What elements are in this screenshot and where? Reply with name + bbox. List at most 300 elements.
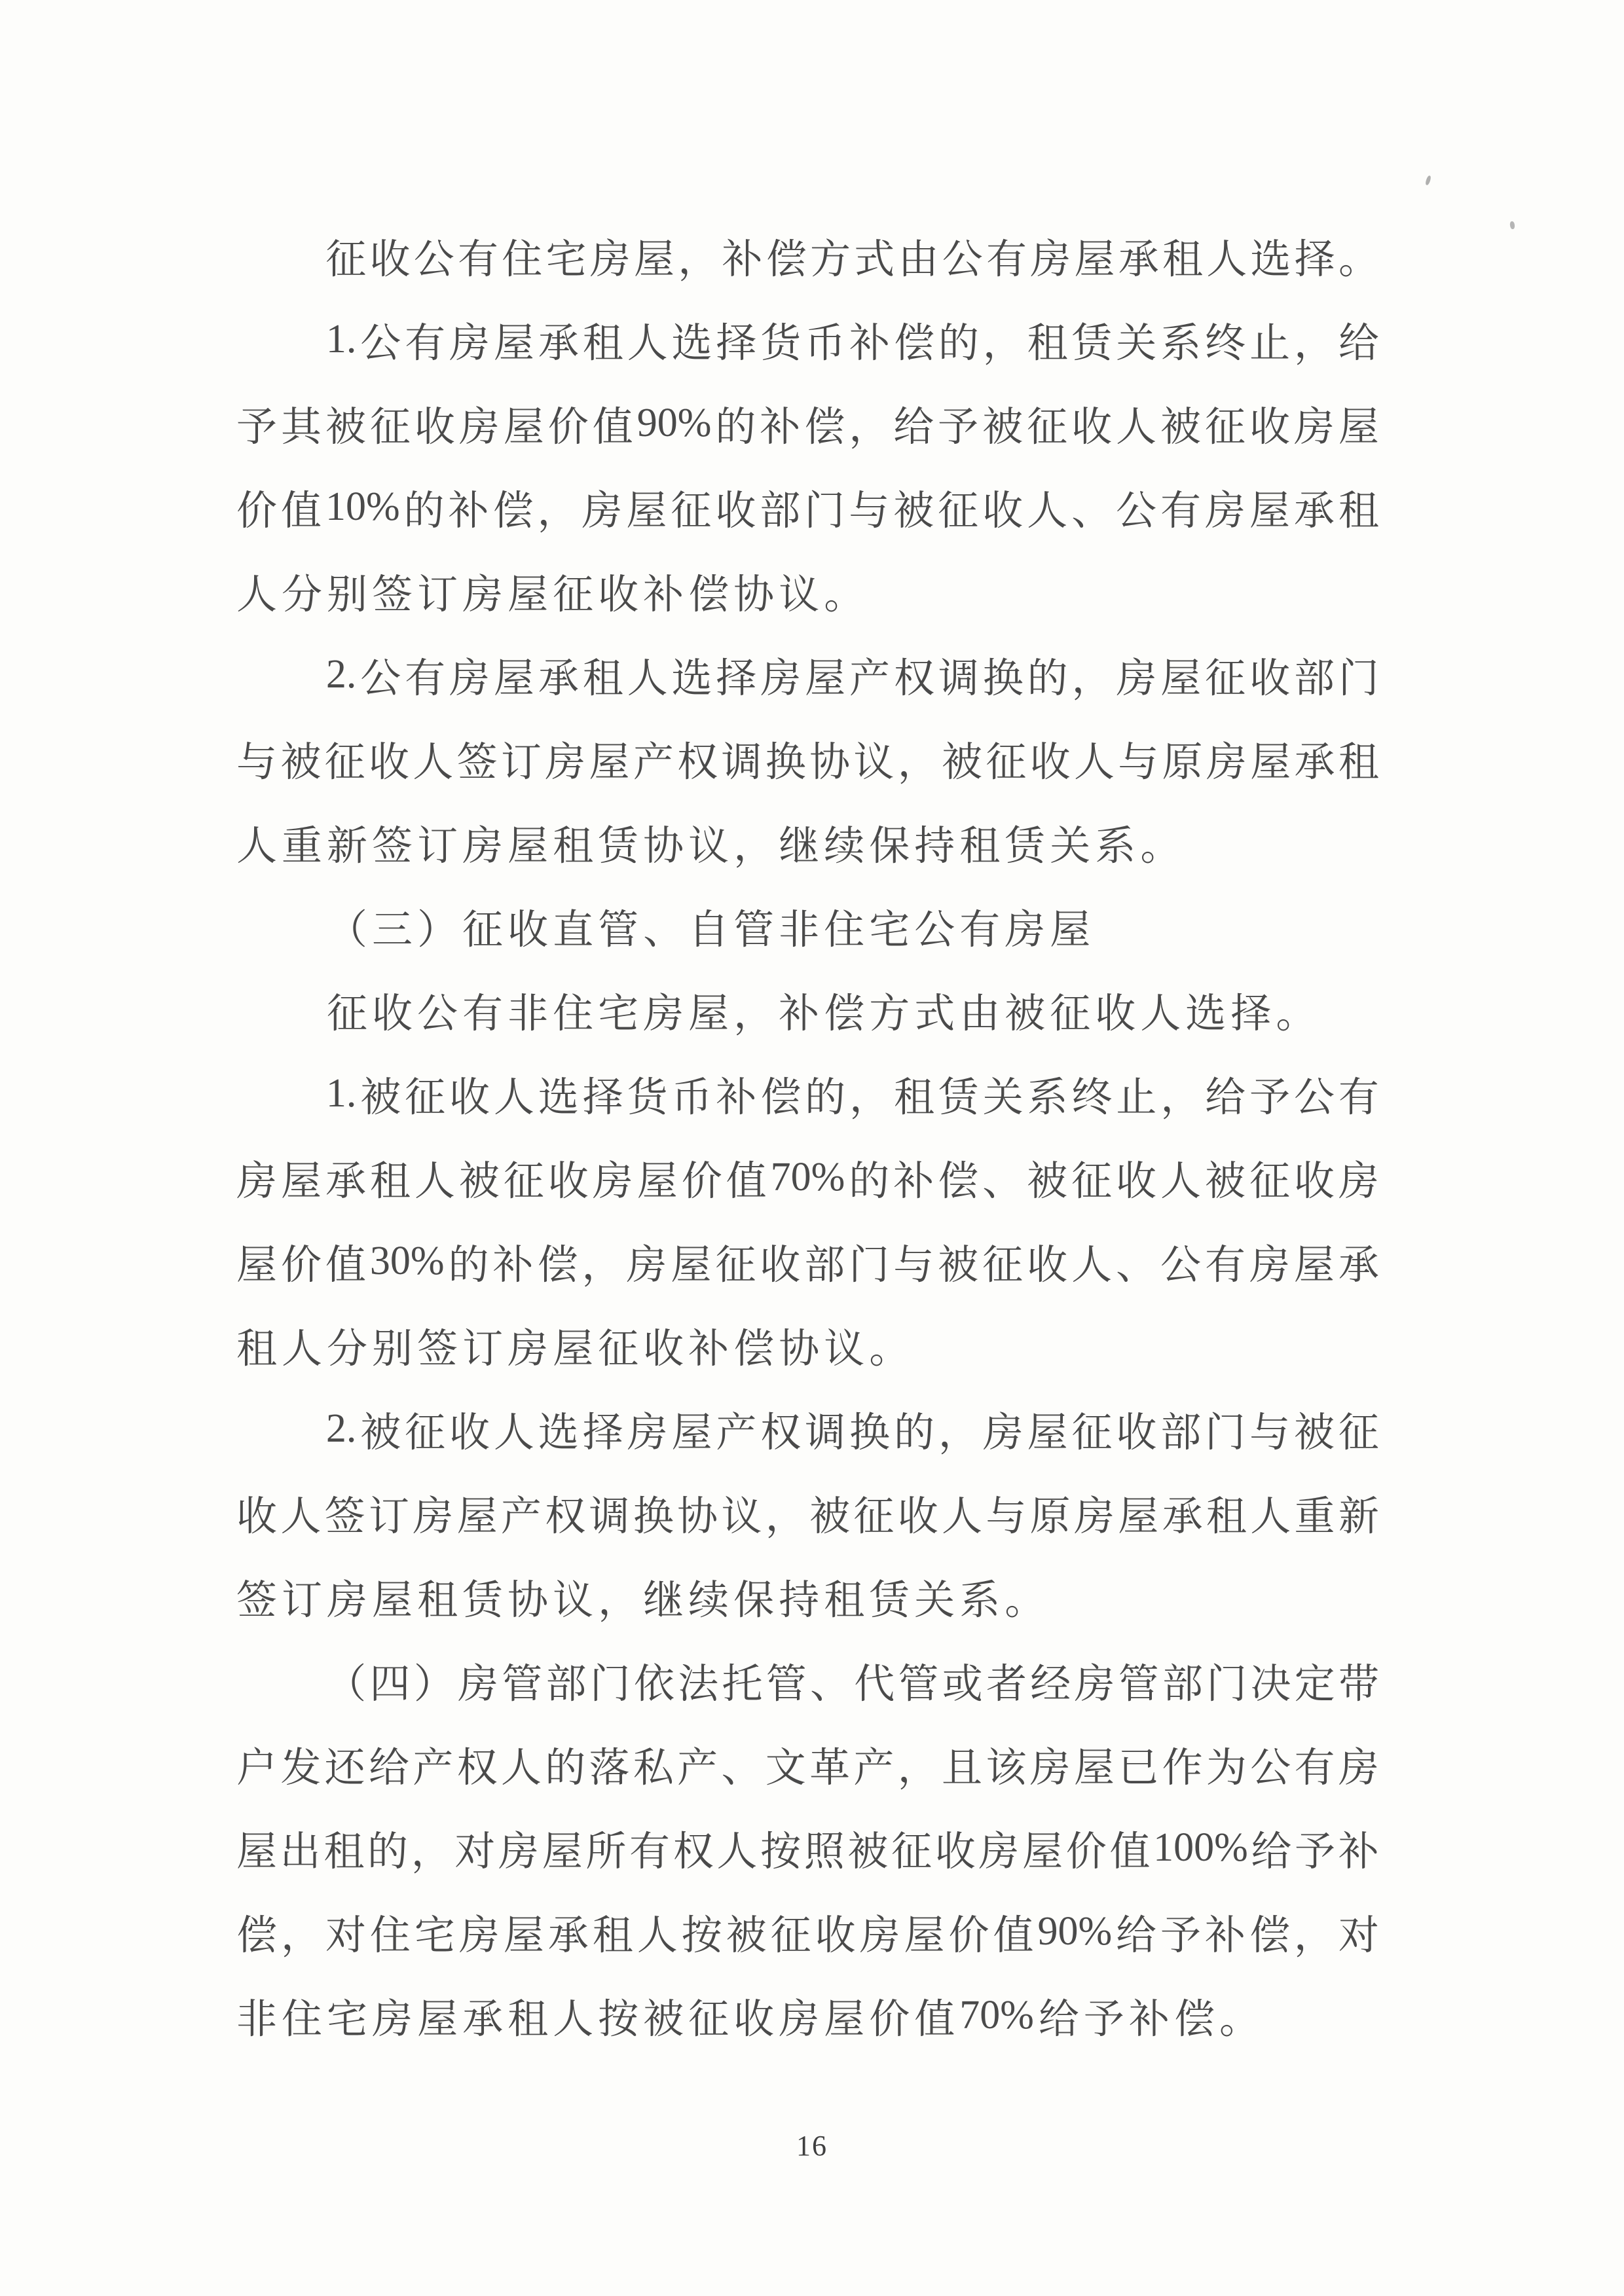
glyph: 房 [462,824,504,869]
glyph: 租 [1338,488,1379,534]
glyph: 人 [627,321,668,366]
glyph: 房 [1293,405,1335,450]
glyph: 产 [716,1410,757,1455]
glyph: 的 [893,1410,934,1455]
glyph: 1. [325,316,357,361]
glyph: 有 [1204,1243,1246,1288]
glyph: 房 [1029,1745,1071,1791]
glyph: 公 [914,907,955,953]
glyph: 议 [553,1578,594,1623]
glyph: 对 [325,1913,366,1958]
glyph: 由 [959,991,1001,1036]
glyph: 关 [1050,824,1091,869]
glyph: 补 [716,1075,757,1120]
glyph: 收 [372,991,413,1036]
glyph: 予 [1295,1829,1336,1874]
glyph: 部 [760,488,801,534]
glyph: 选 [538,1075,579,1120]
text-line [236,1135,1379,1219]
glyph: 与 [236,740,278,785]
glyph: 房 [457,1662,498,1707]
glyph: 终 [1071,1075,1113,1120]
glyph: 止 [1249,321,1291,366]
glyph: 房 [589,237,631,282]
glyph: 收 [1116,1410,1157,1455]
glyph: 的 [715,405,756,450]
document-body [236,213,1379,2057]
glyph: 征 [1338,1410,1379,1455]
glyph: 部 [1293,656,1335,701]
glyph: 征 [369,405,411,450]
glyph: 人 [1071,1243,1113,1288]
glyph: 给 [1205,1075,1246,1120]
glyph: 房 [626,1243,667,1288]
glyph: 房 [458,405,500,450]
glyph: 有 [457,237,498,282]
glyph: 给 [1116,1913,1157,1958]
glyph: 、 [982,1159,1024,1204]
glyph: 租 [553,824,594,869]
glyph: 征 [405,1075,446,1120]
glyph: 被 [982,405,1024,450]
glyph: ， [733,991,775,1036]
glyph: 协 [507,1578,549,1623]
glyph: 屋 [236,1243,278,1288]
glyph: 征 [715,1243,756,1288]
glyph: 屋 [589,740,630,785]
glyph: 被 [847,1829,889,1874]
glyph: 协 [733,572,775,617]
glyph: 、 [809,1662,851,1707]
glyph: 值 [592,405,633,450]
glyph: 协 [643,824,684,869]
glyph: 房 [1116,656,1157,701]
glyph: 人 [627,656,668,701]
glyph: 承 [1162,1494,1203,1539]
glyph: 币 [671,1075,712,1120]
glyph: 房 [1249,1243,1290,1288]
glyph: 门 [1205,1410,1246,1455]
glyph: 别 [372,1326,413,1372]
glyph: 房 [507,1326,549,1372]
glyph: 补 [1128,1997,1170,2042]
glyph: 偿 [1249,1913,1290,1958]
glyph: 分 [282,572,323,617]
glyph: 签 [236,1578,278,1623]
glyph: 签 [456,740,498,785]
glyph: 新 [1338,1494,1379,1539]
glyph: 。 [1276,991,1317,1036]
glyph: 该 [986,1745,1027,1791]
glyph: 选 [1185,991,1227,1036]
glyph: 征 [1204,405,1246,450]
glyph: 屋 [904,1913,945,1958]
glyph: 人 [1073,740,1115,785]
glyph: 值 [993,1913,1034,1958]
glyph: 屋 [1250,740,1291,785]
glyph: 值 [914,1997,955,2042]
glyph: 管 [598,907,639,953]
glyph: 屋 [542,1829,583,1874]
glyph: 按 [760,1829,802,1874]
glyph: 方 [809,237,851,282]
glyph: 出 [280,1829,321,1874]
glyph: 房 [978,1829,1020,1874]
glyph: 有 [959,907,1001,953]
glyph: 租 [582,321,623,366]
glyph: 收 [369,237,411,282]
glyph: 被 [360,1410,401,1455]
glyph: 偿 [804,405,845,450]
glyph: 予 [938,405,979,450]
glyph: 代 [854,1662,895,1707]
glyph: 对 [1338,1913,1379,1958]
glyph: 门 [1338,656,1379,701]
glyph: 补 [688,1326,729,1372]
glyph: 宅 [414,1913,455,1958]
glyph: 征 [1071,1410,1113,1455]
glyph: 收 [815,1913,856,1958]
glyph: 与 [849,488,890,534]
glyph: 有 [1338,1075,1379,1120]
glyph: 按 [598,1997,639,2042]
glyph: 管 [1118,1662,1159,1707]
glyph: 作 [1162,1745,1203,1791]
glyph: 方 [869,991,910,1036]
glyph: 。 [869,1326,910,1372]
glyph: 对 [454,1829,496,1874]
glyph: 收 [897,1494,938,1539]
glyph: ， [1293,321,1335,366]
glyph: 议 [824,1326,865,1372]
glyph: 部 [1162,1662,1203,1707]
glyph: ， [733,824,775,869]
glyph: ， [411,1829,452,1874]
glyph: 继 [643,1578,684,1623]
glyph: 关 [914,1578,955,1623]
glyph: 。 [824,572,865,617]
glyph: 收 [449,1410,490,1455]
glyph: 价 [869,1997,910,2042]
glyph: 补 [760,405,801,450]
glyph: 产 [413,1745,454,1791]
glyph: 持 [779,1578,820,1623]
glyph: ， [897,740,938,785]
glyph: 承 [1294,740,1335,785]
glyph: 收 [598,572,639,617]
glyph: 产 [633,740,674,785]
glyph: 决 [1250,1662,1291,1707]
glyph: 屋 [507,572,549,617]
glyph: 屋 [507,824,549,869]
glyph: 租 [507,1997,549,2042]
glyph: 房 [1074,1662,1115,1707]
text-line [236,213,1379,297]
glyph: 门 [589,1662,631,1707]
glyph: 屋 [236,1829,278,1874]
glyph: 房 [458,1913,500,1958]
glyph: 别 [327,572,368,617]
glyph: 偿 [688,572,729,617]
glyph: 调 [589,1494,630,1539]
glyph: 征 [1027,405,1068,450]
glyph: 四 [369,1662,411,1707]
glyph: 非 [236,1997,278,2042]
glyph: 房 [449,656,490,701]
glyph: 收 [1249,656,1291,701]
glyph: 被 [1293,1410,1335,1455]
glyph: ， [598,1578,639,1623]
glyph: ， [1071,656,1113,701]
glyph: 租 [1027,321,1068,366]
glyph: 住 [502,237,543,282]
glyph: 屋 [1249,488,1290,534]
glyph: 人 [942,1494,983,1539]
glyph: 被 [325,405,366,450]
glyph: 公 [360,656,401,701]
glyph: 偿 [537,1243,578,1288]
glyph: 偿 [492,488,534,534]
glyph: ， [849,405,890,450]
glyph: 部 [545,1662,587,1707]
glyph: 的 [938,321,979,366]
glyph: 房 [982,1410,1024,1455]
glyph: 宅 [327,1997,368,2042]
glyph: 租 [323,1829,365,1874]
glyph: 人 [1250,1494,1291,1539]
glyph: 屋 [1074,237,1115,282]
glyph: 屋 [1293,1243,1335,1288]
glyph: 管 [733,907,775,953]
glyph: 人 [1116,405,1157,450]
glyph: 户 [236,1745,278,1791]
glyph: 人 [493,1075,534,1120]
glyph: 收 [507,907,549,953]
glyph: 签 [324,1494,365,1539]
glyph: 法 [678,1662,719,1707]
glyph: 征 [553,572,594,617]
glyph: 房 [1338,1745,1379,1791]
glyph: 屋 [633,237,674,282]
glyph: 、 [643,907,684,953]
text-line [236,800,1379,884]
glyph: 续 [824,824,865,869]
glyph: 屋 [1338,405,1379,450]
glyph: 补 [722,237,763,282]
glyph: 保 [733,1578,775,1623]
glyph: 订 [417,824,458,869]
glyph: 住 [369,1913,411,1958]
glyph: 与 [1249,1410,1291,1455]
glyph: 租 [236,1326,278,1372]
glyph: 产 [677,1745,718,1791]
glyph: 价 [547,405,589,450]
glyph: 原 [1029,1494,1071,1539]
text-line [236,1051,1379,1135]
glyph: 房 [372,1997,413,2042]
glyph: 依 [633,1662,674,1707]
glyph: 币 [805,321,846,366]
glyph: 偿 [733,1326,775,1372]
glyph: 房 [1204,488,1246,534]
glyph: 被 [643,1997,684,2042]
glyph: 议 [853,740,895,785]
glyph: 人 [493,1410,534,1455]
glyph: 、 [1071,488,1113,534]
glyph: 价 [236,488,278,534]
glyph: 新 [327,824,368,869]
glyph: 房 [327,1578,368,1623]
glyph: 自 [688,907,729,953]
glyph: 换 [982,656,1024,701]
glyph: 予 [1160,1913,1202,1958]
glyph: 签 [417,1326,458,1372]
glyph: 权 [893,656,934,701]
glyph: ， [280,1913,322,1958]
text-line [236,1303,1379,1387]
glyph: 人 [1027,488,1068,534]
glyph: 宅 [545,237,587,282]
glyph: 发 [280,1745,322,1791]
glyph: 房 [1005,907,1046,953]
glyph: 收 [733,1997,775,2042]
glyph: 。 [1219,1997,1260,2042]
glyph: 10% [325,484,400,529]
glyph: 管 [502,1662,543,1707]
glyph: 保 [869,824,910,869]
glyph: 价 [948,1913,989,1958]
glyph: 补 [779,991,820,1036]
glyph: 择 [1294,237,1335,282]
glyph: 屋 [824,1997,865,2042]
glyph: 议 [688,824,729,869]
glyph: 产 [853,1745,895,1791]
glyph: 。 [1005,1578,1046,1623]
glyph: 人 [1160,1159,1202,1204]
glyph: 有 [1294,1745,1335,1791]
glyph: 有 [629,1829,671,1874]
glyph: 的 [805,1075,846,1120]
glyph: 非 [779,907,820,953]
glyph: 择 [1230,991,1272,1036]
glyph: 收 [1027,1243,1068,1288]
glyph: 权 [673,1829,714,1874]
glyph: 收 [715,488,756,534]
glyph: 征 [986,740,1027,785]
glyph: 偿 [938,1159,979,1204]
glyph: ） [417,907,458,953]
glyph: 征 [325,237,367,282]
glyph: 房 [581,488,623,534]
glyph: 偿 [766,237,807,282]
glyph: 屋 [493,321,534,366]
glyph: 公 [1116,488,1157,534]
glyph: 人 [236,572,278,617]
glyph: 2. [325,1406,357,1451]
glyph: 被 [1160,405,1202,450]
glyph: 被 [1204,1159,1246,1204]
glyph: 房 [498,1829,540,1874]
text-line [236,968,1379,1051]
glyph: 屋 [1118,1494,1159,1539]
glyph: 与 [893,1243,934,1288]
glyph: 落 [589,1745,630,1791]
glyph: 租 [824,1578,865,1623]
glyph: 30% [369,1238,445,1283]
glyph: 择 [716,321,757,366]
glyph: 租 [893,1075,934,1120]
glyph: 征 [598,1326,639,1372]
glyph: （ [327,907,368,953]
glyph: 协 [809,740,851,785]
glyph: 收 [643,1326,684,1372]
glyph: 择 [582,1410,623,1455]
glyph: 征 [503,1159,544,1204]
glyph: 人 [553,1997,594,2042]
glyph: 与 [1118,740,1159,785]
glyph: 的 [367,1829,409,1874]
glyph: 赁 [1071,321,1113,366]
glyph: 换 [849,1410,891,1455]
glyph: 补 [448,488,489,534]
glyph: 其 [280,405,322,450]
glyph: 宅 [869,907,910,953]
glyph: 人 [637,1913,678,1958]
glyph: 房 [545,740,586,785]
glyph: 100% [1153,1825,1248,1870]
glyph: 给 [1038,1997,1079,2042]
glyph: 被 [893,488,934,534]
glyph: 租 [592,1913,633,1958]
glyph: 价 [681,1159,722,1204]
glyph: 权 [456,1745,498,1791]
text-line [236,716,1379,800]
glyph: 人 [500,1745,542,1791]
glyph: ， [982,321,1024,366]
glyph: 屋 [637,1159,678,1204]
glyph: 征 [688,1997,729,2042]
glyph: 、 [1116,1243,1157,1288]
glyph: 租 [959,824,1001,869]
glyph: 公 [360,321,401,366]
glyph: ， [1160,1075,1202,1120]
glyph: 房 [1338,1159,1379,1204]
glyph: 人 [716,1829,758,1874]
text-line [236,549,1379,632]
glyph: 房 [592,1159,633,1204]
page-number: 16 [796,2130,828,2162]
glyph: 补 [643,572,684,617]
glyph: 征 [1205,656,1246,701]
glyph: 住 [553,991,594,1036]
glyph: 屋 [688,991,729,1036]
glyph: 补 [1204,1913,1246,1958]
glyph: 调 [721,740,762,785]
glyph: 承 [325,1159,366,1204]
glyph: 照 [803,1829,845,1874]
text-line [236,1219,1379,1303]
glyph: 征 [1071,1159,1113,1204]
glyph: 房 [462,572,504,617]
glyph: 收 [760,1243,801,1288]
glyph: 货 [760,321,802,366]
glyph: 收 [1071,405,1113,450]
glyph: 公 [1293,1075,1335,1120]
glyph: 值 [280,488,322,534]
glyph: ， [1293,1913,1335,1958]
glyph: 房 [1206,740,1247,785]
glyph: 征 [1249,1159,1290,1204]
